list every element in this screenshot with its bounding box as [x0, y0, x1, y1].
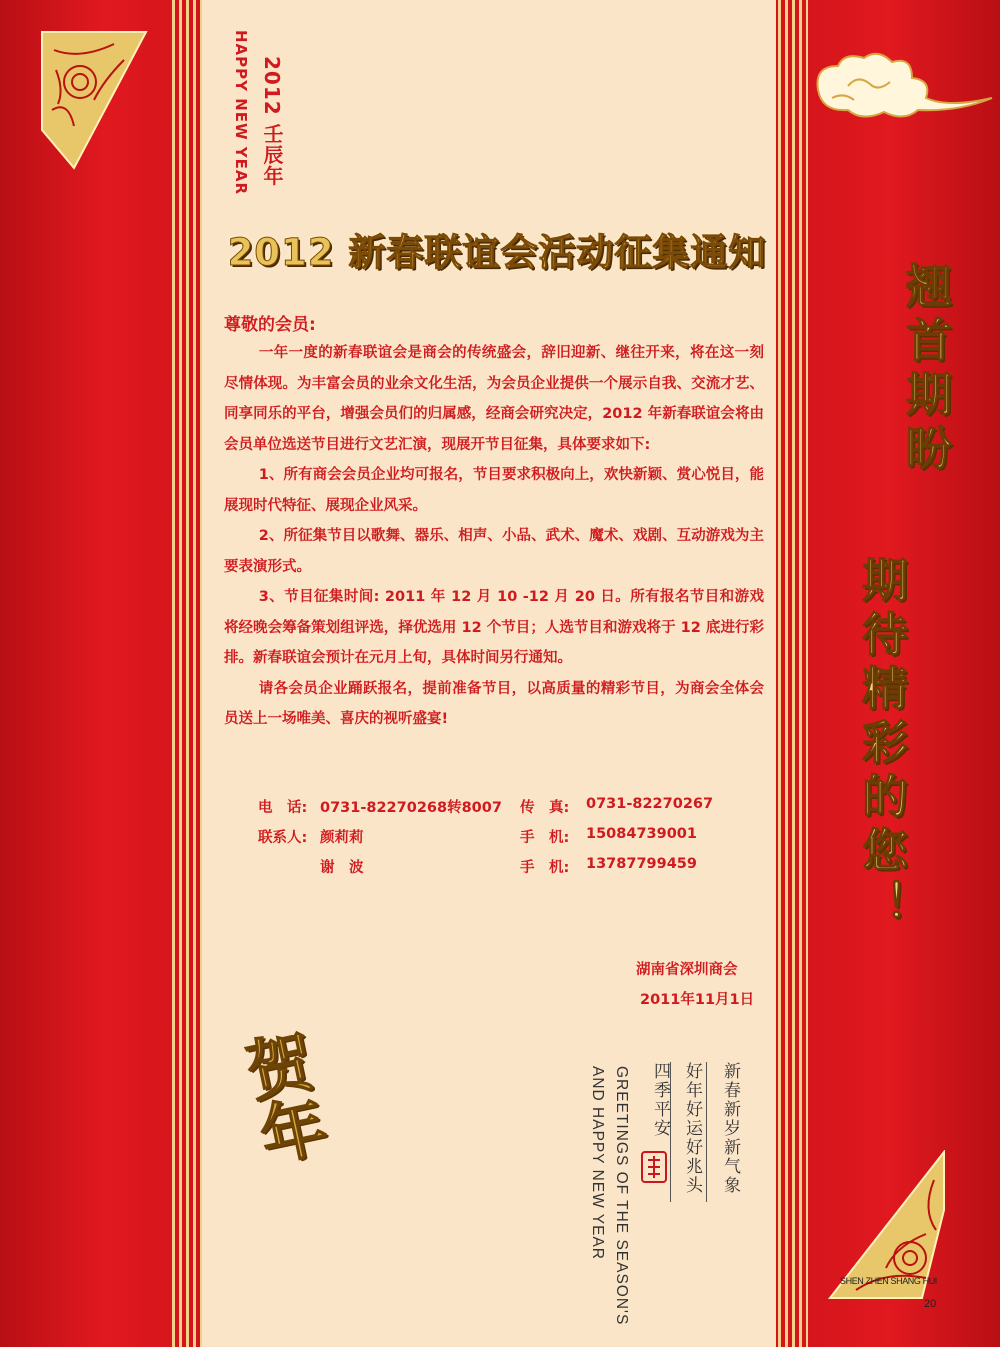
mobile-label-2: 手 机: — [520, 860, 570, 876]
greeting-cn-col1: 新春新岁新气象 — [720, 1062, 740, 1195]
phone-label: 电 话: — [258, 800, 308, 816]
contact-person-label: 联系人: — [258, 830, 308, 846]
paragraph-closing: 请各会员企业踊跃报名，提前准备节目，以高质量的精彩节目，为商会全体会员送上一场唯美、喜庆的视听盛宴! — [224, 680, 764, 727]
fax-label: 传 真: — [520, 800, 570, 816]
phone-value: 0731-82270268转8007 — [320, 800, 502, 816]
papercut-corner-top-left-icon — [34, 30, 148, 170]
salutation: 尊敬的会员: — [224, 315, 316, 335]
left-red-panel — [0, 0, 190, 1347]
paragraph-item-3: 3、节目征集时间: 2011 年 12 月 10 -12 月 20 日。所有报名节目和游戏将经晚会筹备策划组评选，择优选用 12 个节目；人选节目和游戏将于 12 底进行彩排。新春联谊会预计在元月上旬，具体时间另行通知。 — [224, 589, 764, 666]
side-phrase-bottom: 期待精彩的您！ — [855, 556, 909, 934]
page-number: 20 — [924, 1298, 937, 1310]
mobile-label-1: 手 机: — [520, 830, 570, 846]
greeting-divider-1 — [706, 1062, 707, 1202]
fax-value: 0731-82270267 — [586, 796, 714, 812]
signature-organization: 湖南省深圳商会 — [636, 962, 738, 978]
paragraph-intro: 一年一度的新春联谊会是商会的传统盛会，辞旧迎新、继往开来，将在这一刻尽情体现。为丰富会员的业余文化生活，为会员企业提供一个展示自我、交流才艺、同享同乐的平台，增强会员们的归属感，经商会研究决定，2012 年新春联谊会将由会员单位选送节目进行文艺汇演，现展开节目征集，具体要求如下: — [224, 345, 764, 453]
year-banner-main: 2012 壬辰年 — [260, 56, 284, 187]
greeting-cn-col2: 好年好运好兆头 — [682, 1062, 702, 1195]
year-banner-sub: HAPPY NEW YEAR — [232, 30, 250, 196]
red-seal-stamp-icon — [640, 1150, 668, 1184]
left-gold-stripes — [172, 0, 202, 1347]
greeting-en-line2: AND HAPPY NEW YEAR — [589, 1066, 606, 1261]
magazine-footer-mark: SHEN ZHEN SHANG HUI — [840, 1276, 937, 1286]
right-gold-stripes — [778, 0, 808, 1347]
notice-headline: 2012 新春联谊会活动征集通知 — [227, 231, 767, 274]
auspicious-cloud-icon — [808, 46, 994, 124]
greeting-cn-col3: 四季平安 — [650, 1062, 670, 1138]
contact-person-1: 颜莉莉 — [320, 830, 364, 846]
mobile-value-2: 13787799459 — [586, 856, 697, 872]
greeting-en-line1: GREETINGS OF THE SEASON'S — [613, 1066, 630, 1326]
henian-text: 贺年 — [229, 1025, 333, 1171]
notice-body — [224, 338, 764, 735]
mobile-value-1: 15084739001 — [586, 826, 697, 842]
henian-calligraphy — [214, 1025, 354, 1212]
signature-date: 2011年11月1日 — [640, 992, 755, 1008]
paragraph-item-1: 1、所有商会会员企业均可报名，节目要求积极向上，欢快新颖、赏心悦目，能展现时代特征、展现企业风采。 — [224, 467, 764, 514]
side-phrase-top: 翘首期盼 — [899, 262, 953, 478]
contact-person-2: 谢 波 — [320, 860, 364, 876]
paragraph-item-2: 2、所征集节目以歌舞、器乐、相声、小品、武术、魔术、戏剧、互动游戏为主要表演形式。 — [224, 528, 764, 575]
